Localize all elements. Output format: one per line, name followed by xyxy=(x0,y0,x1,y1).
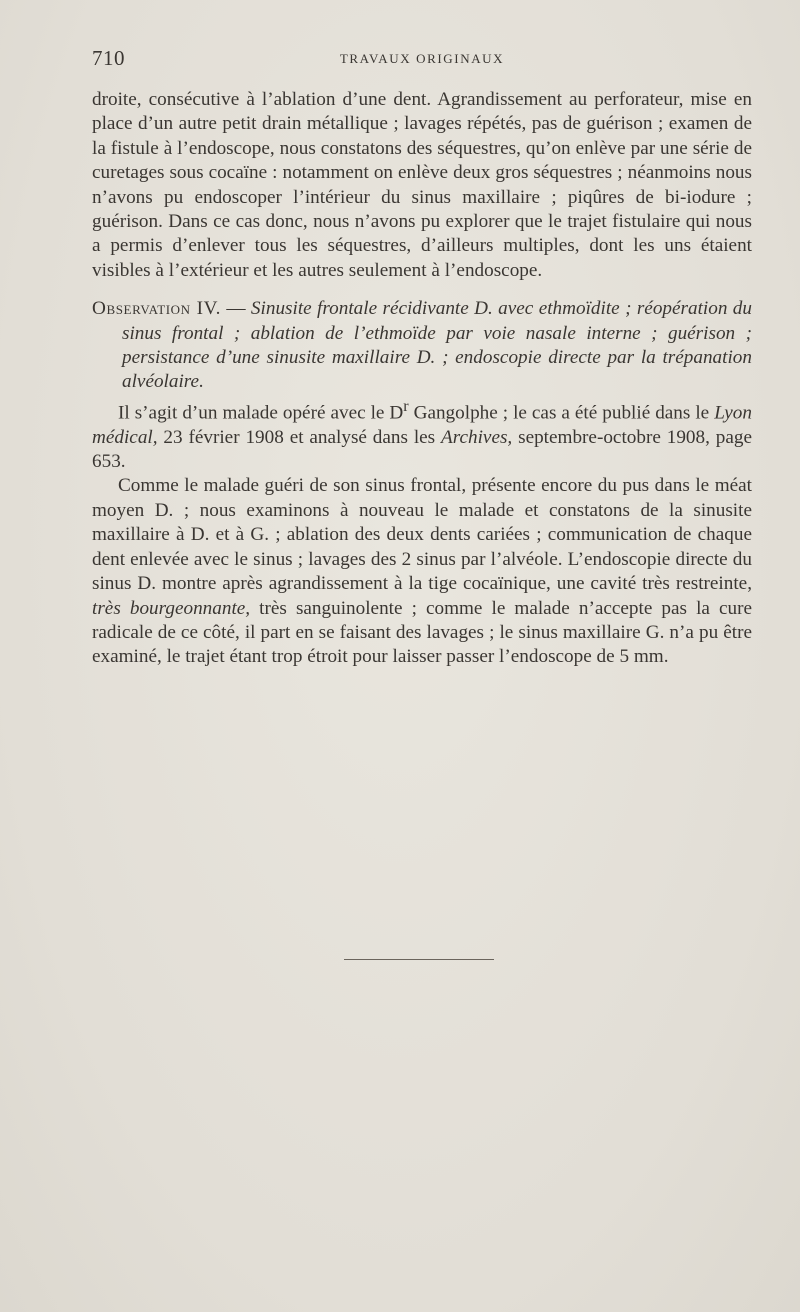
body-text xyxy=(92,88,752,670)
page-header xyxy=(92,46,752,76)
journal-title: Lyon médical, xyxy=(92,402,752,448)
section-rule xyxy=(344,959,494,960)
case-text-a: Il s’agit d’un malade opéré avec le D xyxy=(118,402,404,424)
case-text-b: Gangolphe ; le cas a été publié dans le xyxy=(408,402,715,424)
running-head: TRAVAUX ORIGINAUX xyxy=(339,51,505,66)
case-text-d: septembre-octobre 1908, page 653. xyxy=(92,426,752,473)
followup-emphasis: très bourgeonnante, xyxy=(92,597,251,619)
paragraph-followup xyxy=(92,474,752,669)
observation-title: Sinusite frontale récidivante D. avec ethmoïdite ; réopération du sinus frontal ; ablation de l’ethmoïde par voie nasale interne ; guérison ; persistance d’une sinusite maxillaire D. ; endoscopie directe par la trépanation alvéolaire. xyxy=(122,298,752,393)
case-text-c: 23 février 1908 et analysé dans les xyxy=(157,426,442,448)
paragraph-continued: droite, consécutive à l’ablation d’une dent. Agrandissement au perforateur, mise en place d’un autre petit drain métallique ; lavages répétés, pas de guérison ; examen de la fistule à l’endoscope, nous constatons des séquestres, qu’on enlève par une série de curetages sous cocaïne : notamment on enlève deux gros séquestres ; néanmoins nous n’avons pu endoscoper l’intérieur du sinus maxillaire ; piqûres de bi-iodure ; guérison. Dans ce cas donc, nous n’avons pu explorer que le trajet fistulaire qui nous a permis d’enlever tous les séquestres, d’ailleurs multiples, dont les uns étaient visibles à l’extérieur et les autres seulement à l’endoscope. xyxy=(92,89,752,281)
followup-text-b: très sanguinolente ; comme le malade n’accepte pas la cure radicale de ce côté, il part en se faisant des lavages ; le sinus maxillaire G. n’a pu être examiné, le trajet étant trop étroit pour laisser passer l’endoscope de 5 mm. xyxy=(92,597,752,668)
paragraph-case xyxy=(92,395,752,475)
observation-dash: — xyxy=(220,298,251,320)
observation-heading xyxy=(92,297,752,395)
archives-title: Archives, xyxy=(441,426,513,448)
observation-label: Observation IV. xyxy=(92,298,221,320)
page-number: 710 xyxy=(92,46,125,70)
followup-text-a: Comme le malade guéri de son sinus frontal, présente encore du pus dans le méat moyen D. ; nous examinons à nouveau le malade et constatons de la sinusite maxillaire à D. et à G. ; ablation des deux dents cariées ; communication de chaque dent enlevée avec le sinus ; lavages des 2 sinus par l’alvéole. L’endoscopie directe du sinus D. montre après agrandissement à la tige cocaïnique, une cavité très restreinte, xyxy=(92,475,752,595)
doctor-superscript: r xyxy=(403,397,409,415)
